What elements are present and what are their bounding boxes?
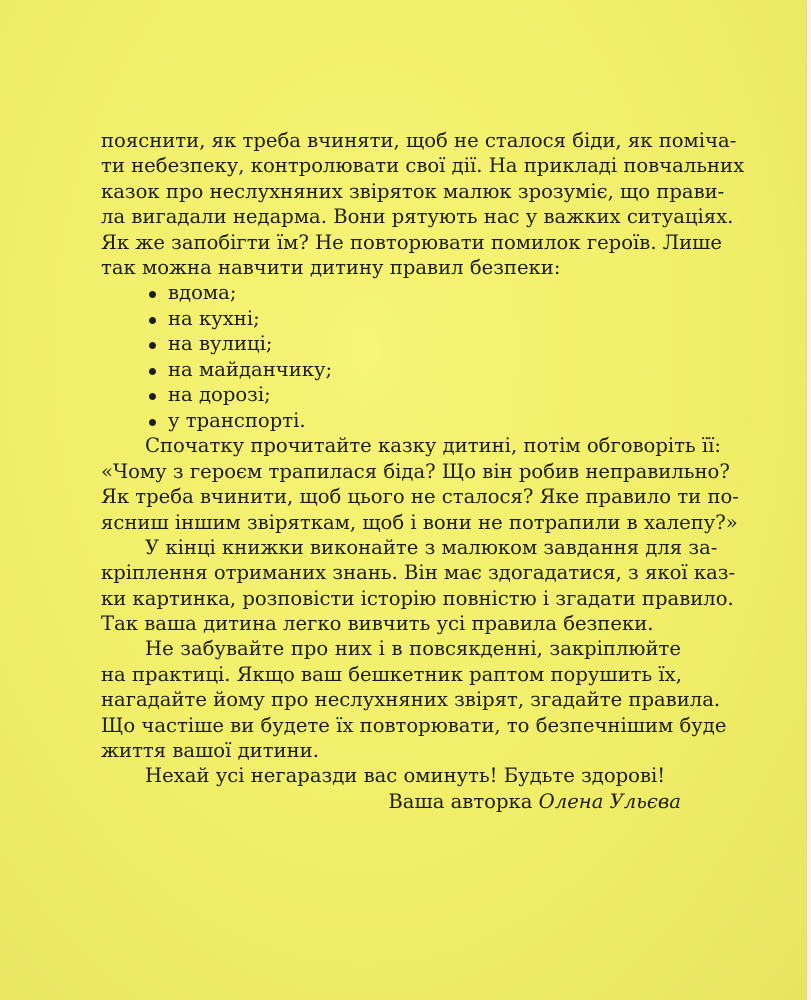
text-line: життя вашої дитини.: [101, 739, 319, 763]
paragraph-intro: [101, 128, 745, 280]
paragraph-reading: [101, 433, 739, 535]
text-line: казок про неслухняних звіряток малюк зрозуміє, що прави-: [101, 179, 725, 203]
text-line: ясниш іншим звіряткам, щоб і вони не потрапили в халепу?»: [101, 510, 738, 534]
text-line: ти небезпеку, контролювати свої дії. На прикладі повчальних: [101, 154, 745, 178]
safety-places-list: [101, 280, 681, 433]
text-line: Не забувайте про них і в повсякденні, закріплюйте: [145, 637, 681, 661]
list-item: [101, 306, 681, 332]
paragraph-tasks: [101, 535, 736, 637]
bullet-icon: [149, 368, 156, 375]
page-edge: [806, 0, 811, 1000]
text-line: кріплення отриманих знань. Він має здогадатися, з якої каз-: [101, 561, 736, 585]
paragraph-practice: [101, 636, 727, 763]
text-line: ки картинка, розповісти історію повністю і згадати правило.: [101, 586, 734, 610]
text-line: Спочатку прочитайте казку дитині, потім обговоріть її:: [145, 434, 721, 458]
text-line: У кінці книжки виконайте з малюком завдання для за-: [145, 535, 718, 559]
text-line: так можна навчити дитину правил безпеки:: [101, 255, 561, 279]
list-item: [101, 408, 681, 434]
list-item-text: у транспорті.: [168, 408, 306, 432]
list-item-text: на дорозі;: [168, 383, 271, 407]
list-item-text: на кухні;: [168, 306, 260, 330]
text-line: Так ваша дитина легко вивчить усі правила безпеки.: [101, 612, 654, 636]
text-line: на практиці. Якщо ваш бешкетник раптом порушить їх,: [101, 662, 682, 686]
list-item: [101, 280, 681, 306]
list-item-text: на вулиці;: [168, 332, 273, 356]
list-item: [101, 331, 681, 357]
list-item-text: вдома;: [168, 281, 237, 305]
text-line: Як же запобігти їм? Не повторювати помилок героїв. Лише: [101, 230, 722, 254]
text-line: Що частіше ви будете їх повторювати, то безпечнішим буде: [101, 713, 727, 737]
body-text: [101, 128, 745, 814]
list-item: [101, 382, 681, 408]
text-line: Як треба вчинити, щоб цього не сталося? Яке правило ти по-: [101, 485, 739, 509]
text-line: пояснити, як треба вчиняти, щоб не сталося біди, як поміча-: [101, 129, 737, 152]
bullet-icon: [149, 419, 156, 426]
signature: [101, 789, 681, 814]
list-item-text: на майданчику;: [168, 357, 333, 381]
closing-line: Нехай усі негаразди вас оминуть! Будьте здорові!: [145, 764, 666, 788]
text-line: ла вигадали недарма. Вони рятують нас у важких ситуаціях.: [101, 205, 734, 229]
list-item: [101, 357, 681, 383]
signature-prefix: Ваша авторка: [388, 789, 533, 813]
bullet-icon: [149, 317, 156, 324]
author-name: Олена Ульєва: [538, 789, 681, 813]
text-line: «Чому з героєм трапилася біда? Що він робив неправильно?: [101, 459, 730, 483]
text-line: нагадайте йому про неслухняних звірят, згадайте правила.: [101, 688, 721, 712]
